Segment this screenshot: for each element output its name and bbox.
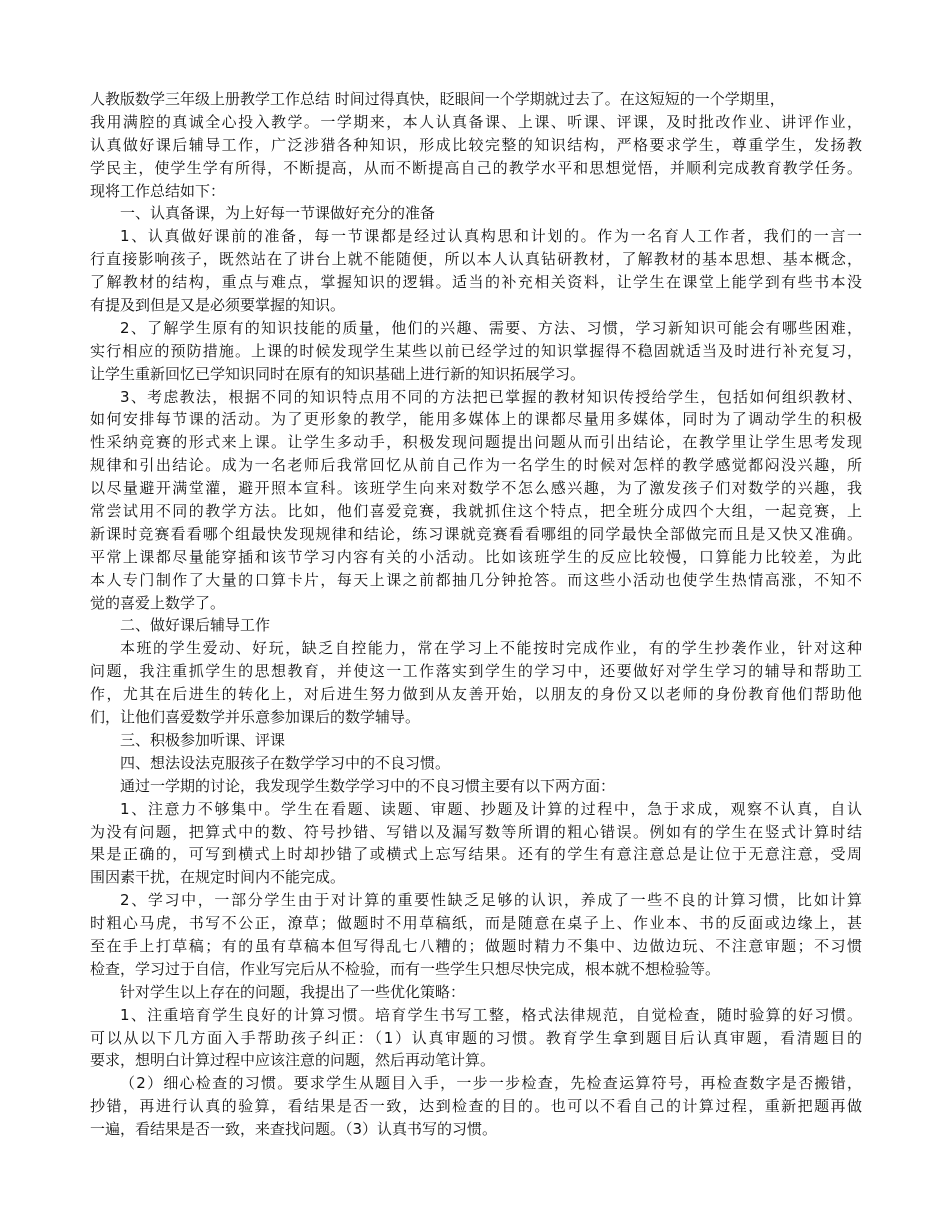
text-line: 行直接影响孩子，既然站在了讲台上就不能随便，所以本人认真钻研教材，了解教材的基本思想、基本概念，	[90, 250, 862, 269]
text-line: 针对学生以上存在的问题，我提出了一些优化策略：	[120, 982, 466, 1001]
text-line: 我用满腔的真诚全心投入教学。一学期来，本人认真备课、上课、听课、评课，及时批改作业、讲评作业，	[90, 112, 862, 131]
text-line: 要求，想明白计算过程中应该注意的问题，然后再动笔计算。	[90, 1051, 496, 1070]
text-line: 1、注意力不够集中。学生在看题、读题、审题、抄题及计算的过程中，急于求成，观察不认真，自认	[120, 799, 862, 818]
text-line: 性采纳竞赛的形式来上课。让学生多动手，积极发现问题提出问题从而引出结论，在教学里让学生思考发现	[90, 433, 862, 452]
text-line: 作，尤其在后进生的转化上，对后进生努力做到从友善开始，以朋友的身份又以老师的身份教育他们帮助他	[90, 685, 862, 704]
text-line: 有提及到但是又是必须要掌握的知识。	[90, 296, 346, 315]
text-line: 一遍，看结果是否一致，来查找问题。（3）认真书写的习惯。	[90, 1120, 498, 1139]
text-line: 检查，学习过于自信，作业写完后从不检验，而有一些学生只想尽快完成，根本就不想检验等。	[90, 959, 721, 978]
text-line: 如何安排每节课的活动。为了更形象的教学，能用多媒体上的课都尽量用多媒体，同时为了调动学生的积极	[90, 410, 862, 429]
text-line: 本班的学生爱动、好玩，缺乏自控能力，常在学习上不能按时完成作业，有的学生抄袭作业，针对这种	[120, 639, 862, 658]
text-line: 们，让他们喜爱数学并乐意参加课后的数学辅导。	[90, 708, 421, 727]
text-line: 1、注重培育学生良好的计算习惯。培育学生书写工整，格式法律规范，自觉检查，随时验算的好习惯。	[120, 1005, 862, 1024]
text-line: 围因素干扰，在规定时间内不能完成。	[90, 868, 346, 887]
text-line: 果是正确的，可写到横式上时却抄错了或横式上忘写结果。还有的学生有意注意总是让位于无意注意，受周	[90, 845, 862, 864]
text-line: 新课时竞赛看看哪个组最快发现规律和结论，练习课就竞赛看看哪组的同学最快全部做完而且是又快又准确。	[90, 524, 862, 543]
text-line: 时粗心马虎，书写不公正，潦草；做题时不用草稿纸，而是随意在桌子上、作业本、书的反面或边缘上，甚	[90, 914, 862, 933]
text-line: 规律和引出结论。成为一名老师后我常回忆从前自己作为一名学生的时候对怎样的教学感觉都闷没兴趣，所	[90, 456, 862, 475]
text-line: 以尽量避开满堂灌，避开照本宣科。该班学生向来对数学不怎么感兴趣，为了激发孩子们对数学的兴趣，我	[90, 479, 862, 498]
text-line: 二、做好课后辅导工作	[120, 616, 271, 635]
text-line: 3、考虑教法，根据不同的知识特点用不同的方法把已掌握的教材知识传授给学生，包括如何组织教材、	[120, 387, 862, 406]
text-line: 四、想法设法克服孩子在数学学习中的不良习惯。	[120, 753, 451, 772]
text-line: 2、学习中，一部分学生由于对计算的重要性缺乏足够的认识，养成了一些不良的计算习惯，比如计算	[120, 891, 862, 910]
text-line: 问题，我注重抓学生的思想教育，并使这一工作落实到学生的学习中，还要做好对学生学习的辅导和帮助工	[90, 662, 862, 681]
text-line: （2）细心检查的习惯。要求学生从题目入手，一步一步检查，先检查运算符号，再检查数字是否搬错，	[120, 1074, 862, 1093]
text-line: 可以从以下几方面入手帮助孩子纠正：（1）认真审题的习惯。教育学生拿到题目后认真审题，看清题目的	[90, 1028, 862, 1047]
document-body	[90, 88, 862, 1141]
text-line: 通过一学期的讨论，我发现学生数学学习中的不良习惯主要有以下两方面：	[120, 776, 616, 795]
text-line: 人教版数学三年级上册教学工作总结 时间过得真快，眨眼间一个学期就过去了。在这短短的一个学期里，	[90, 90, 785, 108]
text-line: 平常上课都尽量能穿插和该节学习内容有关的小活动。比如该班学生的反应比较慢，口算能力比较差，为此	[90, 547, 862, 566]
text-line: 现将工作总结如下：	[90, 181, 226, 200]
text-line: 为没有问题，把算式中的数、符号抄错、写错以及漏写数等所谓的粗心错误。例如有的学生在竖式计算时结	[90, 822, 862, 841]
text-line: 1、认真做好课前的准备，每一节课都是经过认真构思和计划的。作为一名育人工作者，我们的一言一	[120, 227, 862, 246]
text-line: 至在手上打草稿；有的虽有草稿本但写得乱七八糟的；做题时精力不集中、边做边玩、不注意审题；不习惯	[90, 936, 862, 955]
text-line: 常尝试用不同的教学方法。比如，他们喜爱竞赛，我就抓住这个特点，把全班分成四个大组，一起竞赛，上	[90, 502, 862, 521]
text-line: 了解教材的结构，重点与难点，掌握知识的逻辑。适当的补充相关资料，让学生在课堂上能学到有些书本没	[90, 273, 862, 292]
text-line: 学民主，使学生学有所得，不断提高，从而不断提高自己的教学水平和思想觉悟，并顺利完成教育教学任务。	[90, 158, 862, 177]
text-line: 2、了解学生原有的知识技能的质量，他们的兴趣、需要、方法、习惯，学习新知识可能会有哪些困难，	[120, 318, 862, 337]
text-line: 三、积极参加听课、评课	[120, 730, 286, 749]
text-line: 让学生重新回忆已学知识同时在原有的知识基础上进行新的知识拓展学习。	[90, 364, 586, 383]
text-line: 抄错，再进行认真的验算，看结果是否一致，达到检查的目的。也可以不看自己的计算过程，重新把题再做	[90, 1097, 862, 1116]
text-line: 一、认真备课，为上好每一节课做好充分的准备	[120, 204, 436, 223]
text-line: 认真做好课后辅导工作，广泛涉猎各种知识，形成比较完整的知识结构，严格要求学生，尊重学生，发扬教	[90, 135, 862, 154]
text-line: 觉的喜爱上数学了。	[90, 593, 226, 612]
text-line: 实行相应的预防措施。上课的时候发现学生某些以前已经学过的知识掌握得不稳固就适当及时进行补充复习，	[90, 341, 862, 360]
text-line: 本人专门制作了大量的口算卡片，每天上课之前都抽几分钟抢答。而这些小活动也使学生热情高涨，不知不	[90, 570, 862, 589]
